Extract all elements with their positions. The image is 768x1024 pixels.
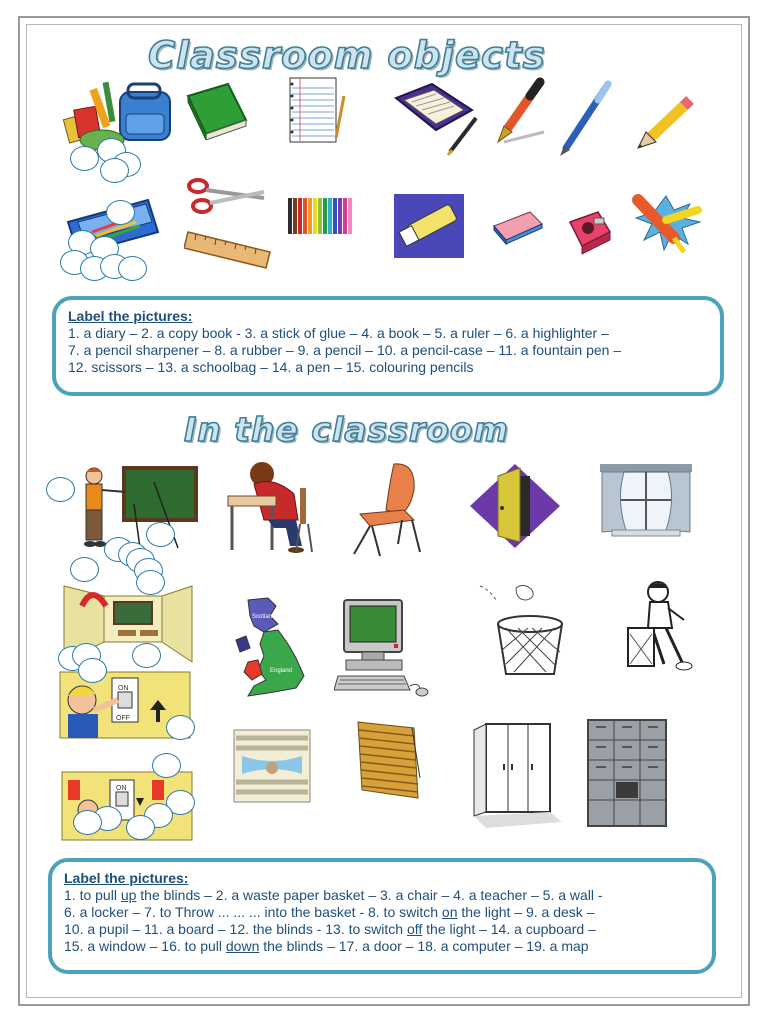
word-list-box-classroom xyxy=(48,858,716,974)
label-bubble[interactable] xyxy=(152,753,181,778)
line-text: 1. to pull xyxy=(64,887,121,903)
door-picture xyxy=(468,462,562,550)
ruler-picture xyxy=(184,226,274,272)
line-text: 10. a pupil – 11. a board – 12. the blinds - 13. to switch xyxy=(64,921,407,937)
window-picture xyxy=(598,460,694,538)
section-title-classroom-objects: Classroom objects xyxy=(148,34,546,77)
underlined-word: on xyxy=(441,904,458,920)
label-bubble[interactable] xyxy=(70,146,99,171)
line-text: the blinds – 17. a door – 18. a computer – 19. a map xyxy=(259,938,589,954)
cupboard-picture xyxy=(466,720,566,830)
label-bubble[interactable] xyxy=(136,570,165,595)
word-list-line xyxy=(64,887,700,904)
label-bubble[interactable] xyxy=(78,658,107,683)
word-list-line xyxy=(64,938,700,955)
label-bubble[interactable] xyxy=(100,158,129,183)
fountain-pen-picture xyxy=(490,76,548,146)
box-title: Label the pictures: xyxy=(68,308,193,324)
word-list-line: 7. a pencil sharpener – 8. a rubber – 9. a pencil – 10. a pencil-case – 11. a fountain pen – xyxy=(68,342,622,358)
svg-text:ON: ON xyxy=(118,685,129,692)
label-bubble[interactable] xyxy=(46,477,75,502)
word-list-box-objects xyxy=(52,296,724,396)
copy-book-picture xyxy=(288,76,348,144)
waste-paper-basket-picture xyxy=(476,580,568,680)
label-bubble[interactable] xyxy=(106,200,135,225)
label-bubble[interactable] xyxy=(146,522,175,547)
blinds-picture xyxy=(354,718,424,802)
pupil-at-desk-picture xyxy=(224,458,320,556)
label-bubble[interactable] xyxy=(132,643,161,668)
word-list-line xyxy=(64,904,700,921)
teacher-and-board-picture xyxy=(74,464,198,554)
box-title: Label the pictures: xyxy=(64,870,189,886)
label-bubble[interactable] xyxy=(166,715,195,740)
book-picture xyxy=(184,80,250,140)
computer-picture xyxy=(334,598,434,698)
underlined-word: up xyxy=(120,887,137,903)
section-title-in-the-classroom: In the classroom xyxy=(184,410,509,449)
map-picture xyxy=(234,596,312,706)
label-bubble[interactable] xyxy=(73,810,102,835)
colouring-pencils-picture xyxy=(286,194,352,236)
svg-text:ON: ON xyxy=(116,785,127,792)
label-bubble[interactable] xyxy=(70,557,99,582)
scissors-picture xyxy=(186,176,268,216)
line-text: 15. a window – 16. to pull xyxy=(64,938,226,954)
highlighter-picture xyxy=(626,190,706,260)
line-text: 6. a locker – 7. to Throw ... ... ... into the basket - 8. to switch xyxy=(64,904,442,920)
stick-of-glue-picture xyxy=(394,194,464,258)
word-list-line: 1. a diary – 2. a copy book - 3. a stick of glue – 4. a book – 5. a ruler – 6. a highlighter – xyxy=(68,325,609,341)
pencil-sharpener-picture xyxy=(564,206,616,256)
locker-picture xyxy=(586,718,668,830)
rubber-picture xyxy=(490,206,546,246)
blinds-up-picture xyxy=(232,728,312,804)
word-list-line: 12. scissors – 13. a schoolbag – 14. a pen – 15. colouring pencils xyxy=(68,359,474,375)
pencil-picture xyxy=(634,92,698,152)
chair-picture xyxy=(350,460,434,558)
label-bubble[interactable] xyxy=(118,256,147,281)
map-label-england: England xyxy=(270,668,293,674)
svg-text:OFF: OFF xyxy=(116,715,130,722)
word-list-line xyxy=(64,921,700,938)
underlined-word: down xyxy=(225,938,260,954)
line-text: the light – 9. a desk – xyxy=(457,904,595,920)
underlined-word: off xyxy=(406,921,423,937)
line-text: the blinds – 2. a waste paper basket – 3. a chair – 4. a teacher – 5. a wall - xyxy=(136,887,603,903)
line-text: the light – 14. a cupboard – xyxy=(422,921,596,937)
throw-into-basket-picture xyxy=(624,580,698,676)
diary-picture xyxy=(392,80,484,156)
map-label-scotland: Scotland xyxy=(252,614,276,620)
pen-picture xyxy=(556,78,616,158)
label-bubble[interactable] xyxy=(126,815,155,840)
